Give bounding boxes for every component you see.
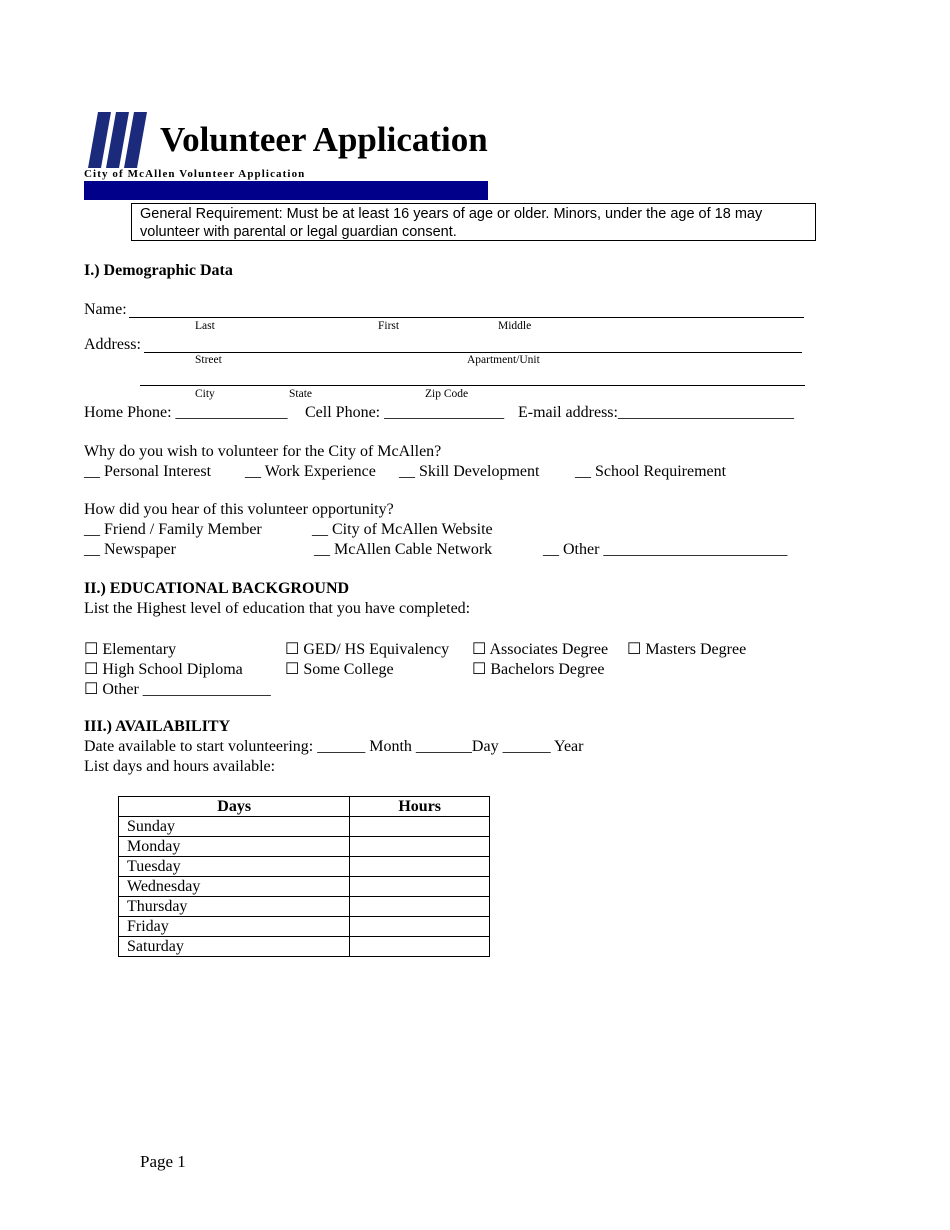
day-cell: Tuesday (119, 857, 350, 877)
why-option-work-experience[interactable]: __ Work Experience (245, 463, 376, 480)
table-header-row (119, 797, 490, 817)
address-sublabel-street: Street (195, 354, 222, 366)
email-field[interactable]: E-mail address:______________________ (518, 404, 794, 421)
hours-cell[interactable] (350, 877, 490, 897)
name-sublabel-last: Last (195, 320, 215, 332)
why-option-school-requirement[interactable]: __ School Requirement (575, 463, 727, 480)
table-row (119, 897, 490, 917)
page-subtitle: City of McAllen Volunteer Application (84, 168, 306, 180)
header-bar (84, 181, 488, 200)
day-cell: Monday (119, 837, 350, 857)
section-heading-availability: III.) AVAILABILITY (84, 718, 231, 735)
table-row (119, 857, 490, 877)
address-street-field[interactable] (144, 352, 802, 353)
day-cell: Saturday (119, 937, 350, 957)
days-hours-instruction: List days and hours available: (84, 758, 276, 775)
address-city-field[interactable] (140, 385, 805, 386)
table-row (119, 837, 490, 857)
education-checkbox-associates[interactable]: ☐ Associates Degree (472, 641, 609, 658)
education-instruction: List the Highest level of education that you have completed: (84, 600, 471, 617)
day-cell: Wednesday (119, 877, 350, 897)
education-checkbox-high-school[interactable]: ☐ High School Diploma (84, 661, 243, 678)
education-checkbox-elementary[interactable]: ☐ Elementary (84, 641, 177, 658)
how-option-friend-family[interactable]: __ Friend / Family Member (84, 521, 262, 538)
table-row (119, 817, 490, 837)
page-title: Volunteer Application (160, 120, 488, 159)
education-checkbox-some-college[interactable]: ☐ Some College (285, 661, 394, 678)
day-cell: Friday (119, 917, 350, 937)
page-number: Page 1 (140, 1152, 186, 1171)
availability-table (118, 796, 490, 957)
home-phone-field[interactable]: Home Phone: ______________ (84, 404, 288, 421)
table-header-days: Days (119, 797, 350, 817)
how-option-other[interactable]: __ Other _______________________ (543, 541, 788, 558)
why-question: Why do you wish to volunteer for the City of McAllen? (84, 443, 442, 460)
how-option-city-website[interactable]: __ City of McAllen Website (312, 521, 493, 538)
education-checkbox-bachelors[interactable]: ☐ Bachelors Degree (472, 661, 605, 678)
hours-cell[interactable] (350, 817, 490, 837)
table-row (119, 917, 490, 937)
how-question: How did you hear of this volunteer opportunity? (84, 501, 394, 518)
education-checkbox-other[interactable]: ☐ Other ________________ (84, 681, 271, 698)
section-heading-demographic: I.) Demographic Data (84, 262, 233, 279)
hours-cell[interactable] (350, 937, 490, 957)
name-label: Name: (84, 301, 127, 318)
education-checkbox-ged[interactable]: ☐ GED/ HS Equivalency (285, 641, 450, 658)
hours-cell[interactable] (350, 917, 490, 937)
name-sublabel-middle: Middle (498, 320, 532, 332)
table-row (119, 937, 490, 957)
address-sublabel-city: City (195, 388, 215, 400)
cell-phone-field[interactable]: Cell Phone: _______________ (305, 404, 505, 421)
address-label: Address: (84, 336, 141, 353)
start-date-field[interactable]: Date available to start volunteering: ______ Month _______Day ______ Year (84, 738, 584, 755)
how-option-newspaper[interactable]: __ Newspaper (84, 541, 176, 558)
table-header-hours: Hours (350, 797, 490, 817)
name-field[interactable] (129, 317, 804, 318)
why-option-personal-interest[interactable]: __ Personal Interest (84, 463, 212, 480)
address-sublabel-zip: Zip Code (425, 388, 469, 400)
general-requirement-box: General Requirement: Must be at least 16 years of age or older. Minors, under the age of 18 may volunteer with parental or legal guardian consent. (131, 203, 816, 241)
address-sublabel-apartment: Apartment/Unit (467, 354, 540, 366)
how-option-cable-network[interactable]: __ McAllen Cable Network (314, 541, 493, 558)
city-logo (84, 110, 148, 170)
day-cell: Sunday (119, 817, 350, 837)
hours-cell[interactable] (350, 857, 490, 877)
why-option-skill-development[interactable]: __ Skill Development (399, 463, 540, 480)
education-checkbox-masters[interactable]: ☐ Masters Degree (627, 641, 747, 658)
hours-cell[interactable] (350, 837, 490, 857)
section-heading-education: II.) EDUCATIONAL BACKGROUND (84, 580, 350, 597)
address-sublabel-state: State (289, 388, 312, 400)
table-row (119, 877, 490, 897)
hours-cell[interactable] (350, 897, 490, 917)
name-sublabel-first: First (378, 320, 400, 332)
day-cell: Thursday (119, 897, 350, 917)
